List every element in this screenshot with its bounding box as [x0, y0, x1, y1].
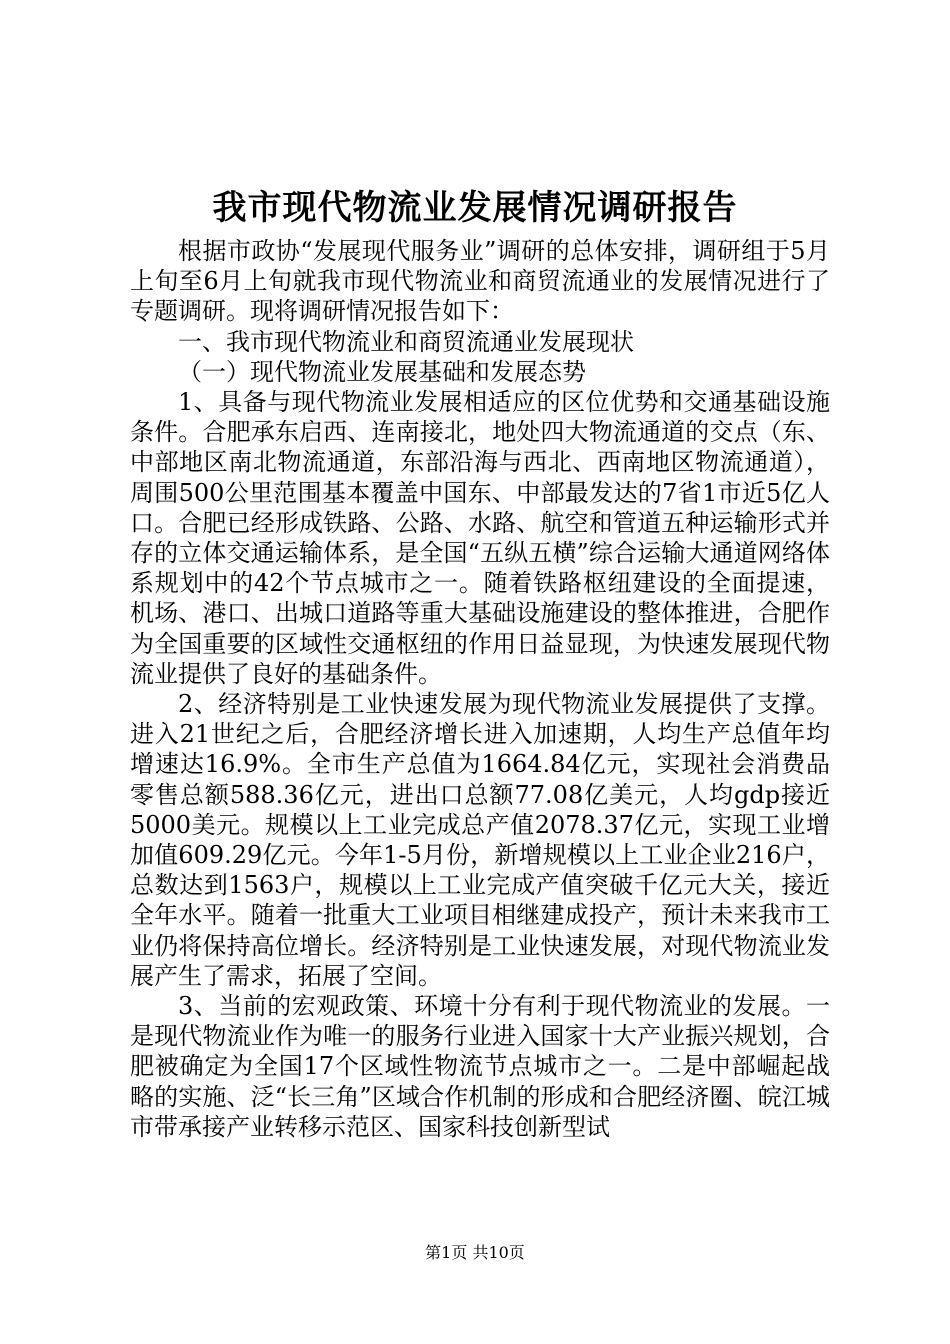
- document-body: [130, 236, 830, 1142]
- body-paragraph-2: 2、经济特别是工业快速发展为现代物流业发展提供了支撑。进入21世纪之后，合肥经济增长进入加速期，人均生产总值年均增速达16.9%。全市生产总值为1664.84亿元，实现社会消费品零售总额588.36亿元，进出口总额77.08亿美元，人均gdp接近5000美元。规模以上工业完成总产值2078.37亿元，实现工业增加值609.29亿元。今年1-5月份，新增规模以上工业企业216户，总数达到1563户，规模以上工业完成产值突破千亿元大关，接近全年水平。随着一批重大工业项目相继建成投产，预计未来我市工业仍将保持高位增长。经济特别是工业快速发展，对现代物流业发展产生了需求，拓展了空间。: [130, 690, 830, 990]
- body-paragraph-3: 3、当前的宏观政策、环境十分有利于现代物流业的发展。一是现代物流业作为唯一的服务行业进入国家十大产业振兴规划，合肥被确定为全国17个区域性物流节点城市之一。二是中部崛起战略的实施、泛“长三角”区域合作机制的形成和合肥经济圈、皖江城市带承接产业转移示范区、国家科技创新型试: [130, 992, 830, 1141]
- page-number-footer: 第1页 共10页: [425, 1243, 525, 1262]
- intro-paragraph: 根据市政协“发展现代服务业”调研的总体安排，调研组于5月上旬至6月上旬就我市现代物流业和商贸流通业的发展情况进行了专题调研。现将调研情况报告如下：: [130, 237, 830, 326]
- document-title: 我市现代物流业发展情况调研报告: [212, 188, 738, 228]
- section-heading: 一、我市现代物流业和商贸流通业发展现状: [178, 327, 634, 356]
- subsection-heading: （一）现代物流业发展基础和发展态势: [178, 357, 586, 386]
- body-paragraph-1: 1、具备与现代物流业发展相适应的区位优势和交通基础设施条件。合肥承东启西、连南接北，地处四大物流通道的交点（东、中部地区南北物流通道，东部沿海与西北、西南地区物流通道），周围500公里范围基本覆盖中国东、中部最发达的7省1市近5亿人口。合肥已经形成铁路、公路、水路、航空和管道五种运输形式并存的立体交通运输体系，是全国“五纵五横”综合运输大通道网络体系规划中的42个节点城市之一。随着铁路枢纽建设的全面提速，机场、港口、出城口道路等重大基础设施建设的整体推进，合肥作为全国重要的区域性交通枢纽的作用日益显现，为快速发展现代物流业提供了良好的基础条件。: [130, 388, 830, 688]
